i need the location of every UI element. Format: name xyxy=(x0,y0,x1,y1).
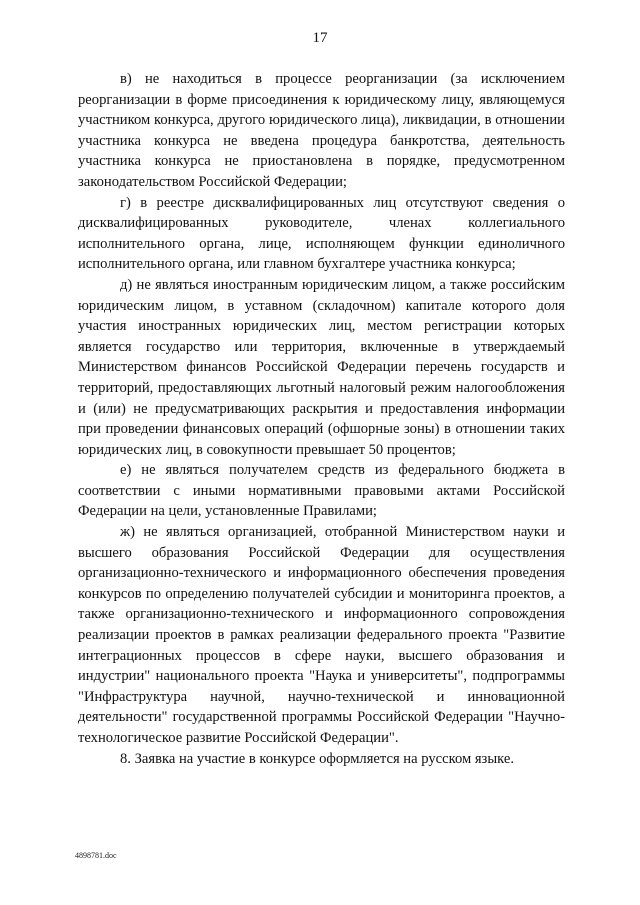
paragraph-d: д) не являться иностранным юридическим лицом, а также российским юридическим лицом, в уставном (складочном) капитале которого доля участия иностранных юридических лиц, местом регистрации которых является государство или территория, включенные в утверждаемый Министерством финансов Российской Федерации перечень государств и территорий, предоставляющих льготный налоговый режим налогообложения и (или) не предусматривающих раскрытия и предоставления информации при проведении финансовых операций (офшорные зоны) в отношении таких юридических лиц, в совокупности превышает 50 процентов; xyxy=(78,276,565,458)
document-body xyxy=(78,69,565,769)
paragraph-zh: ж) не являться организацией, отобранной Министерством науки и высшего образования Российской Федерации для осуществления организационно-технического и информационного обеспечения проведения конкурсов по определению получателей субсидии и мониторинга проектов, а также организационно-технического и информационного сопровождения реализации проектов в рамках реализации федерального проекта "Развитие интеграционных процессов в сфере науки, высшего образования и индустрии" национального проекта "Наука и университеты", подпрограммы "Инфраструктура научной, научно-технической и инновационной деятельности" государственной программы Российской Федерации "Научно-технологическое развитие Российской Федерации". xyxy=(78,524,565,746)
footer-file-name: 4898781.doc xyxy=(75,851,117,860)
paragraph-v: в) не находиться в процессе реорганизации (за исключением реорганизации в форме присоединения к юридическому лицу, являющемуся участником конкурса, другого юридического лица), ликвидации, в отношении участника конкурса не введена процедура банкротства, деятельность участника конкурса не приостановлена в порядке, предусмотренном законодательством Российской Федерации; xyxy=(78,71,565,190)
paragraph-8: 8. Заявка на участие в конкурсе оформляется на русском языке. xyxy=(120,750,514,767)
paragraph-e: е) не являться получателем средств из федерального бюджета в соответствии с иными нормативными правовыми актами Российской Федерации на цели, установленные Правилами; xyxy=(78,462,565,520)
paragraph-g: г) в реестре дисквалифицированных лиц отсутствуют сведения о дисквалифицированных руководителе, членах коллегиального исполнительного органа, лице, исполняющем функции единоличного исполнительного органа, или главном бухгалтере участника конкурса; xyxy=(78,194,565,273)
page-number: 17 xyxy=(312,30,328,46)
